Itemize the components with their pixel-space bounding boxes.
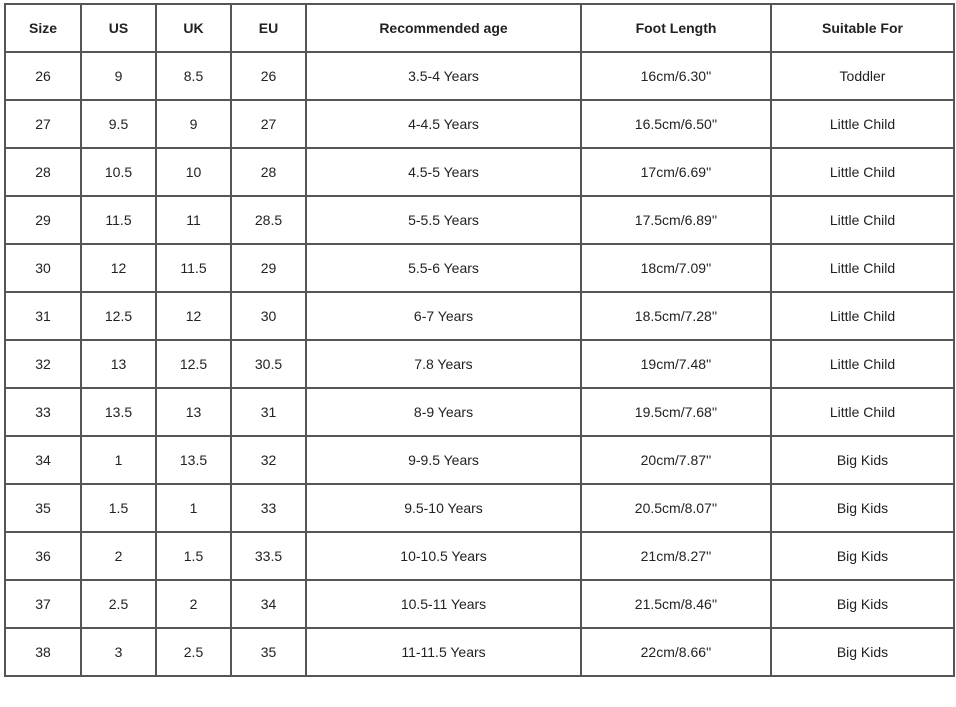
- cell-suitable-for: Little Child: [771, 388, 954, 436]
- table-row: [5, 292, 954, 340]
- cell-recommended-age: 8-9 Years: [306, 388, 581, 436]
- cell-size: 28: [5, 148, 81, 196]
- header-uk: UK: [156, 4, 231, 52]
- cell-size: 32: [5, 340, 81, 388]
- table-row: [5, 484, 954, 532]
- cell-size: 36: [5, 532, 81, 580]
- cell-size: 37: [5, 580, 81, 628]
- header-row: [5, 4, 954, 52]
- cell-uk: 1.5: [156, 532, 231, 580]
- table-row: [5, 196, 954, 244]
- size-chart-table: [4, 3, 955, 677]
- table-row: [5, 580, 954, 628]
- cell-eu: 33: [231, 484, 306, 532]
- cell-size: 27: [5, 100, 81, 148]
- cell-us: 1: [81, 436, 156, 484]
- cell-suitable-for: Little Child: [771, 292, 954, 340]
- cell-us: 12: [81, 244, 156, 292]
- cell-suitable-for: Big Kids: [771, 436, 954, 484]
- cell-foot-length: 18cm/7.09'': [581, 244, 771, 292]
- cell-recommended-age: 11-11.5 Years: [306, 628, 581, 676]
- cell-us: 13.5: [81, 388, 156, 436]
- cell-recommended-age: 10-10.5 Years: [306, 532, 581, 580]
- cell-foot-length: 16cm/6.30'': [581, 52, 771, 100]
- cell-uk: 13.5: [156, 436, 231, 484]
- cell-recommended-age: 4.5-5 Years: [306, 148, 581, 196]
- table-row: [5, 436, 954, 484]
- cell-uk: 12: [156, 292, 231, 340]
- cell-foot-length: 19.5cm/7.68'': [581, 388, 771, 436]
- cell-recommended-age: 10.5-11 Years: [306, 580, 581, 628]
- cell-eu: 31: [231, 388, 306, 436]
- cell-suitable-for: Little Child: [771, 100, 954, 148]
- cell-uk: 2.5: [156, 628, 231, 676]
- size-chart: [4, 3, 955, 677]
- table-row: [5, 52, 954, 100]
- cell-recommended-age: 3.5-4 Years: [306, 52, 581, 100]
- cell-eu: 28: [231, 148, 306, 196]
- header-suitable-for: Suitable For: [771, 4, 954, 52]
- cell-uk: 12.5: [156, 340, 231, 388]
- cell-uk: 11.5: [156, 244, 231, 292]
- cell-uk: 8.5: [156, 52, 231, 100]
- cell-us: 2: [81, 532, 156, 580]
- cell-us: 9: [81, 52, 156, 100]
- cell-uk: 10: [156, 148, 231, 196]
- cell-recommended-age: 7.8 Years: [306, 340, 581, 388]
- cell-suitable-for: Toddler: [771, 52, 954, 100]
- cell-suitable-for: Big Kids: [771, 580, 954, 628]
- cell-foot-length: 17cm/6.69'': [581, 148, 771, 196]
- cell-eu: 32: [231, 436, 306, 484]
- cell-foot-length: 20.5cm/8.07'': [581, 484, 771, 532]
- cell-uk: 13: [156, 388, 231, 436]
- cell-size: 31: [5, 292, 81, 340]
- cell-us: 11.5: [81, 196, 156, 244]
- cell-eu: 30: [231, 292, 306, 340]
- cell-foot-length: 22cm/8.66'': [581, 628, 771, 676]
- table-row: [5, 532, 954, 580]
- cell-size: 33: [5, 388, 81, 436]
- cell-recommended-age: 5-5.5 Years: [306, 196, 581, 244]
- cell-suitable-for: Big Kids: [771, 628, 954, 676]
- cell-us: 13: [81, 340, 156, 388]
- cell-suitable-for: Little Child: [771, 340, 954, 388]
- cell-foot-length: 21cm/8.27'': [581, 532, 771, 580]
- cell-size: 35: [5, 484, 81, 532]
- cell-us: 2.5: [81, 580, 156, 628]
- cell-eu: 30.5: [231, 340, 306, 388]
- header-eu: EU: [231, 4, 306, 52]
- cell-foot-length: 19cm/7.48'': [581, 340, 771, 388]
- cell-foot-length: 18.5cm/7.28'': [581, 292, 771, 340]
- cell-eu: 27: [231, 100, 306, 148]
- cell-suitable-for: Big Kids: [771, 532, 954, 580]
- cell-us: 10.5: [81, 148, 156, 196]
- cell-foot-length: 21.5cm/8.46'': [581, 580, 771, 628]
- cell-size: 38: [5, 628, 81, 676]
- table-row: [5, 340, 954, 388]
- cell-size: 29: [5, 196, 81, 244]
- cell-foot-length: 17.5cm/6.89'': [581, 196, 771, 244]
- cell-suitable-for: Big Kids: [771, 484, 954, 532]
- cell-us: 12.5: [81, 292, 156, 340]
- cell-suitable-for: Little Child: [771, 244, 954, 292]
- cell-uk: 11: [156, 196, 231, 244]
- cell-eu: 29: [231, 244, 306, 292]
- cell-recommended-age: 6-7 Years: [306, 292, 581, 340]
- table-row: [5, 100, 954, 148]
- header-us: US: [81, 4, 156, 52]
- cell-eu: 35: [231, 628, 306, 676]
- cell-recommended-age: 9.5-10 Years: [306, 484, 581, 532]
- cell-size: 34: [5, 436, 81, 484]
- cell-uk: 1: [156, 484, 231, 532]
- cell-recommended-age: 9-9.5 Years: [306, 436, 581, 484]
- cell-recommended-age: 5.5-6 Years: [306, 244, 581, 292]
- cell-eu: 34: [231, 580, 306, 628]
- table-body: [5, 52, 954, 676]
- cell-us: 3: [81, 628, 156, 676]
- cell-foot-length: 20cm/7.87'': [581, 436, 771, 484]
- cell-eu: 33.5: [231, 532, 306, 580]
- cell-eu: 26: [231, 52, 306, 100]
- header-foot-length: Foot Length: [581, 4, 771, 52]
- cell-size: 30: [5, 244, 81, 292]
- table-row: [5, 628, 954, 676]
- table-row: [5, 388, 954, 436]
- cell-suitable-for: Little Child: [771, 196, 954, 244]
- header-size: Size: [5, 4, 81, 52]
- cell-size: 26: [5, 52, 81, 100]
- cell-us: 1.5: [81, 484, 156, 532]
- cell-us: 9.5: [81, 100, 156, 148]
- header-recommended-age: Recommended age: [306, 4, 581, 52]
- table-row: [5, 148, 954, 196]
- cell-uk: 9: [156, 100, 231, 148]
- cell-suitable-for: Little Child: [771, 148, 954, 196]
- table-row: [5, 244, 954, 292]
- cell-eu: 28.5: [231, 196, 306, 244]
- cell-foot-length: 16.5cm/6.50'': [581, 100, 771, 148]
- cell-recommended-age: 4-4.5 Years: [306, 100, 581, 148]
- cell-uk: 2: [156, 580, 231, 628]
